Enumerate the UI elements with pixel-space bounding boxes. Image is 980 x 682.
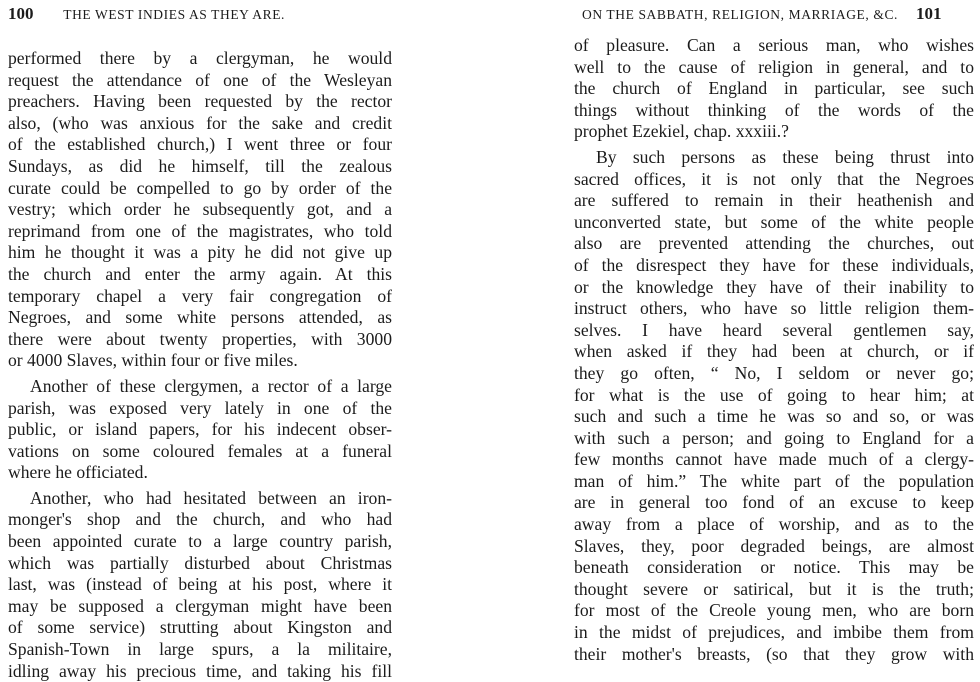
text-line (574, 212, 974, 234)
text-line (8, 199, 392, 221)
line-text: selves. I have heard several gentlemen say, (574, 319, 974, 340)
line-text: Spanish-Town in large spurs, a la militaire, (8, 639, 392, 660)
text-line (574, 406, 974, 428)
line-text: been appointed curate to a large country parish, (8, 531, 392, 552)
text-line (574, 644, 974, 666)
line-text: sacred offices, it is not only that the Negroes (574, 168, 974, 189)
text-line (8, 178, 392, 200)
line-text: him he thought it was a pity he did not give up (8, 242, 392, 263)
line-text: instruct others, who have so little religion them- (574, 298, 974, 319)
line-text: vestry; which order he subsequently got, and a (8, 199, 392, 220)
line-text: curate could be compelled to go by order of the (8, 177, 392, 198)
text-line (8, 553, 392, 575)
line-text: for what is the use of going to hear him; at (574, 384, 974, 405)
text-line (8, 617, 392, 639)
line-text: reprimand from one of the magistrates, who told (8, 220, 392, 241)
line-text: such and such a time he was so and so, or was (574, 406, 974, 427)
line-text: Negroes, and some white persons attended, as (8, 307, 392, 328)
line-text: they go often, “ No, I seldom or never go; (574, 362, 974, 383)
text-line (8, 156, 392, 178)
text-line (574, 600, 974, 622)
right-running-header (582, 4, 942, 24)
left-running-header (8, 4, 285, 24)
text-line (8, 329, 392, 351)
line-text: unconverted state, but some of the white people (574, 211, 974, 232)
text-line (574, 385, 974, 407)
right-running-head: ON THE SABBATH, RELIGION, MARRIAGE, &C. (582, 7, 899, 22)
line-text: or 4000 Slaves, within four or five miles. (8, 350, 298, 371)
text-line (574, 341, 974, 363)
text-line (574, 536, 974, 558)
text-line (8, 398, 392, 420)
text-line (574, 190, 974, 212)
line-text: away from a place of worship, and as to the (574, 514, 974, 535)
text-line (8, 419, 392, 441)
line-text: vations on some coloured females at a funeral (8, 440, 392, 461)
text-line (8, 221, 392, 243)
line-text: of the established church,) I went three or four (8, 134, 392, 155)
line-text: well to the cause of religion in general, and to (574, 56, 974, 77)
text-line (8, 596, 392, 618)
text-line (8, 91, 392, 113)
text-line (8, 661, 392, 682)
text-line (8, 70, 392, 92)
line-text: for most of the Creole young men, who are born (574, 600, 974, 621)
text-line (8, 462, 392, 484)
text-line (574, 557, 974, 579)
line-text: in the midst of prejudices, and imbibe them from (574, 622, 974, 643)
line-text: last, was (instead of being at his post, where it (8, 574, 392, 595)
text-line (574, 449, 974, 471)
line-text: temporary chapel a very fair congregation of (8, 285, 392, 306)
text-line (8, 48, 392, 70)
text-line (574, 298, 974, 320)
text-line (8, 113, 392, 135)
line-text: are suffered to remain in their heathenish and (574, 190, 974, 211)
text-line (574, 35, 974, 57)
text-line (574, 100, 974, 122)
line-text: beneath consideration or notice. This may be (574, 557, 974, 578)
line-text: prophet Ezekiel, chap. xxxiii.? (574, 121, 789, 142)
line-text: monger's shop and the church, and who had (8, 509, 392, 530)
text-line (574, 147, 974, 169)
line-text: also are prevented attending the churches, out (574, 233, 974, 254)
text-line (574, 471, 974, 493)
left-page-number: 100 (8, 4, 34, 23)
line-text: with such a person; and going to England for a (574, 427, 974, 448)
right-page-number: 101 (916, 4, 942, 23)
text-line (574, 169, 974, 191)
line-text: of pleasure. Can a serious man, who wishes (574, 35, 974, 55)
line-text: performed there by a clergyman, he would (8, 48, 392, 68)
line-text: also, (who was anxious for the sake and credit (8, 112, 392, 133)
text-line (574, 57, 974, 79)
line-text: request the attendance of one of the Wesleyan (8, 69, 392, 90)
text-line (574, 363, 974, 385)
left-page-body (8, 48, 392, 682)
line-text: things without thinking of the words of the (574, 99, 974, 120)
line-text: there were about twenty properties, with 3000 (8, 328, 392, 349)
line-text: public, or island papers, for his indecent obser- (8, 419, 392, 440)
line-text: the church and enter the army again. At this (8, 263, 392, 284)
text-line (574, 492, 974, 514)
line-text: parish, was exposed very lately in one of the (8, 397, 392, 418)
line-text: man of him.” The white part of the population (574, 470, 974, 491)
left-page (0, 0, 400, 681)
text-line (8, 286, 392, 308)
line-text: Another of these clergymen, a rector of a large (30, 375, 392, 396)
text-line (574, 255, 974, 277)
text-line (8, 531, 392, 553)
line-text: idling away his precious time, and taking his fill (8, 660, 392, 681)
text-line (574, 78, 974, 100)
line-text: By such persons as these being thrust into (596, 146, 974, 167)
line-text: of the disrespect they have for these individuals, (574, 254, 974, 275)
line-text: where he officiated. (8, 462, 148, 483)
text-line (8, 376, 392, 398)
line-text: when asked if they had been at church, or if (574, 341, 974, 362)
text-line (8, 350, 392, 372)
text-line (8, 574, 392, 596)
text-line (574, 320, 974, 342)
text-line (574, 277, 974, 299)
text-line (8, 264, 392, 286)
text-line (8, 134, 392, 156)
right-page (568, 0, 980, 664)
text-line (8, 488, 392, 510)
line-text: few months cannot have made much of a clergy- (574, 449, 974, 470)
text-line (8, 639, 392, 661)
line-text: Slaves, they, poor degraded beings, are almost (574, 535, 974, 556)
line-text: which was partially disturbed about Christmas (8, 552, 392, 573)
text-line (8, 441, 392, 463)
text-line (574, 579, 974, 601)
line-text: the church of England in particular, see such (574, 78, 974, 99)
text-line (574, 121, 974, 143)
line-text: of some service) strutting about Kingston and (8, 617, 392, 638)
line-text: their mother's breasts, (so that they grow with (574, 643, 974, 664)
text-line (8, 509, 392, 531)
line-text: thought severe or satirical, but it is the truth; (574, 578, 974, 599)
line-text: are in general too fond of an excuse to keep (574, 492, 974, 513)
text-line (574, 233, 974, 255)
right-page-body (574, 35, 974, 665)
text-line (8, 307, 392, 329)
line-text: Sundays, as did he himself, till the zealous (8, 155, 392, 176)
line-text: preachers. Having been requested by the rector (8, 91, 392, 112)
line-text: Another, who had hesitated between an iron- (30, 487, 392, 508)
text-line (574, 428, 974, 450)
left-running-head: THE WEST INDIES AS THEY ARE. (63, 7, 286, 22)
line-text: may be supposed a clergyman might have been (8, 595, 392, 616)
text-line (8, 242, 392, 264)
text-line (574, 514, 974, 536)
text-line (574, 622, 974, 644)
line-text: or the knowledge they have of their inability to (574, 276, 974, 297)
